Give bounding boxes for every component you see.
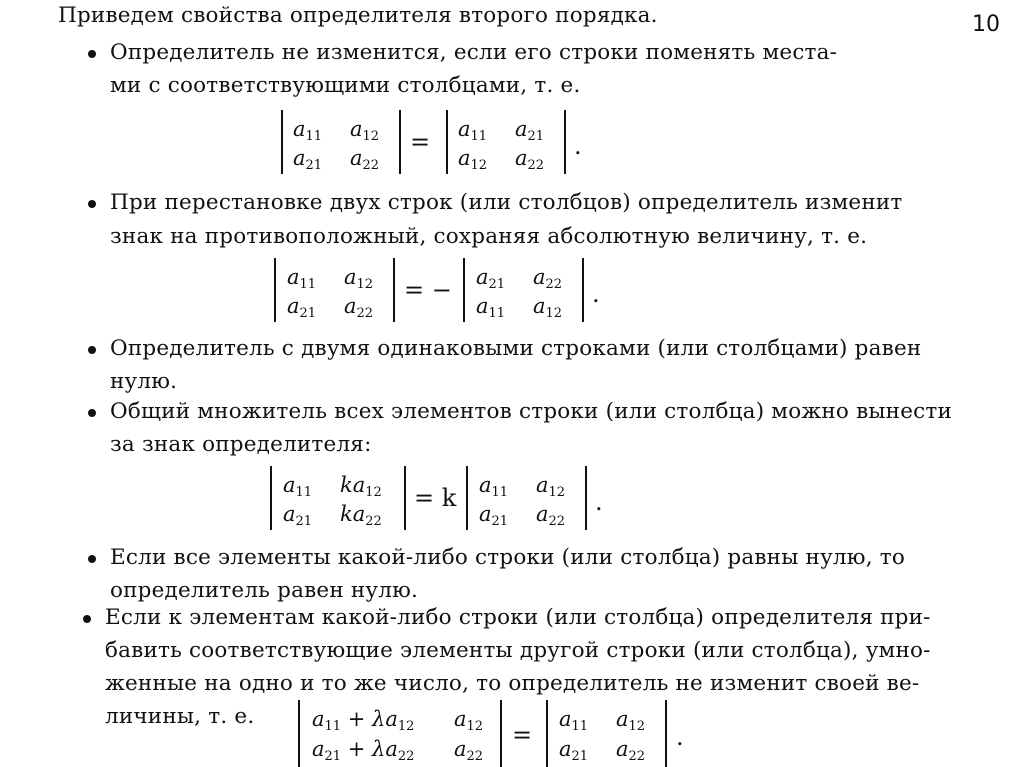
matrix-entry: $a_{12}$ (616, 707, 646, 734)
item-5-line-1: Если все элементы какой-либо строки (или столбца) равны нулю, то (110, 545, 905, 570)
matrix-entry: $a_{11} + \lambda a_{12}$ (312, 707, 415, 734)
operator: = (410, 128, 431, 156)
period: . (574, 132, 582, 160)
period: . (595, 488, 603, 516)
determinant-bar (298, 700, 300, 767)
item-4-line-1: Общий множитель всех элементов строки (или столбца) можно вынести (110, 399, 952, 424)
page-number: 10 (972, 12, 1000, 37)
item-4-line-2: за знак определителя: (110, 432, 372, 457)
matrix-entry: $a_{22}$ (350, 146, 380, 173)
determinant-bar (274, 258, 276, 322)
period: . (592, 280, 600, 308)
matrix-entry: $a_{22}$ (515, 146, 545, 173)
matrix-entry: $a_{12}$ (536, 473, 566, 500)
operator: = k (414, 484, 457, 512)
bullet-icon (83, 615, 91, 623)
item-5-line-2: определитель равен нулю. (110, 578, 419, 603)
matrix-entry: $a_{22}$ (454, 737, 484, 764)
determinant-bar (463, 258, 465, 322)
matrix-entry: $a_{21}$ (479, 502, 509, 529)
matrix-entry: $a_{12}$ (454, 707, 484, 734)
determinant-bar (404, 466, 406, 530)
matrix-entry: $a_{21}$ (293, 146, 323, 173)
matrix-entry: $a_{12}$ (458, 146, 488, 173)
matrix-entry: $a_{11}$ (287, 265, 317, 292)
bullet-icon (88, 409, 96, 417)
item-1-line-2: ми с соответствующими столбцами, т. е. (110, 73, 581, 98)
matrix-entry: $a_{22}$ (536, 502, 566, 529)
matrix-entry: $a_{11}$ (458, 117, 488, 144)
item-1-line-1: Определитель не изменится, если его строки поменять места- (110, 40, 838, 65)
operator: = − (404, 276, 452, 304)
matrix-entry: $a_{11}$ (283, 473, 313, 500)
matrix-entry: $a_{12}$ (350, 117, 380, 144)
operator: = (512, 721, 533, 749)
matrix-entry: $a_{21} + \lambda a_{22}$ (312, 737, 415, 764)
period: . (676, 723, 684, 751)
determinant-bar (546, 700, 548, 767)
matrix-entry: $ka_{22}$ (340, 502, 382, 529)
item-6-line-1: Если к элементам какой-либо строки (или столбца) определителя при- (105, 605, 931, 630)
determinant-bar (665, 700, 667, 767)
matrix-entry: $a_{22}$ (344, 294, 374, 321)
matrix-entry: $a_{21}$ (476, 265, 506, 292)
item-2-line-2: знак на противоположный, сохраняя абсолютную величину, т. е. (110, 224, 868, 249)
determinant-bar (270, 466, 272, 530)
matrix-entry: $a_{11}$ (559, 707, 589, 734)
determinant-bar (466, 466, 468, 530)
determinant-bar (582, 258, 584, 322)
matrix-entry: $a_{22}$ (616, 737, 646, 764)
item-6-line-4: личины, т. е. (105, 704, 255, 729)
determinant-bar (281, 110, 283, 174)
bullet-icon (88, 555, 96, 563)
matrix-entry: $a_{11}$ (476, 294, 506, 321)
matrix-entry: $ka_{12}$ (340, 473, 382, 500)
matrix-entry: $a_{12}$ (533, 294, 563, 321)
bullet-icon (88, 346, 96, 354)
determinant-bar (500, 700, 502, 767)
matrix-entry: $a_{22}$ (533, 265, 563, 292)
determinant-bar (393, 258, 395, 322)
matrix-entry: $a_{21}$ (559, 737, 589, 764)
matrix-entry: $a_{21}$ (283, 502, 313, 529)
matrix-entry: $a_{11}$ (479, 473, 509, 500)
matrix-entry: $a_{11}$ (293, 117, 323, 144)
item-3-line-2: нулю. (110, 369, 178, 394)
determinant-bar (399, 110, 401, 174)
item-6-line-2: бавить соответствующие элементы другой строки (или столбца), умно- (105, 638, 931, 663)
determinant-bar (585, 466, 587, 530)
item-3-line-1: Определитель с двумя одинаковыми строками (или столбцами) равен (110, 336, 922, 361)
matrix-entry: $a_{21}$ (515, 117, 545, 144)
bullet-icon (88, 200, 96, 208)
item-6-line-3: женные на одно и то же число, то определитель не изменит своей ве- (105, 671, 920, 696)
determinant-bar (446, 110, 448, 174)
item-2-line-1: При перестановке двух строк (или столбцов) определитель изменит (110, 190, 903, 215)
matrix-entry: $a_{12}$ (344, 265, 374, 292)
page-heading: Приведем свойства определителя второго порядка. (58, 3, 658, 28)
determinant-bar (564, 110, 566, 174)
matrix-entry: $a_{21}$ (287, 294, 317, 321)
bullet-icon (88, 50, 96, 58)
